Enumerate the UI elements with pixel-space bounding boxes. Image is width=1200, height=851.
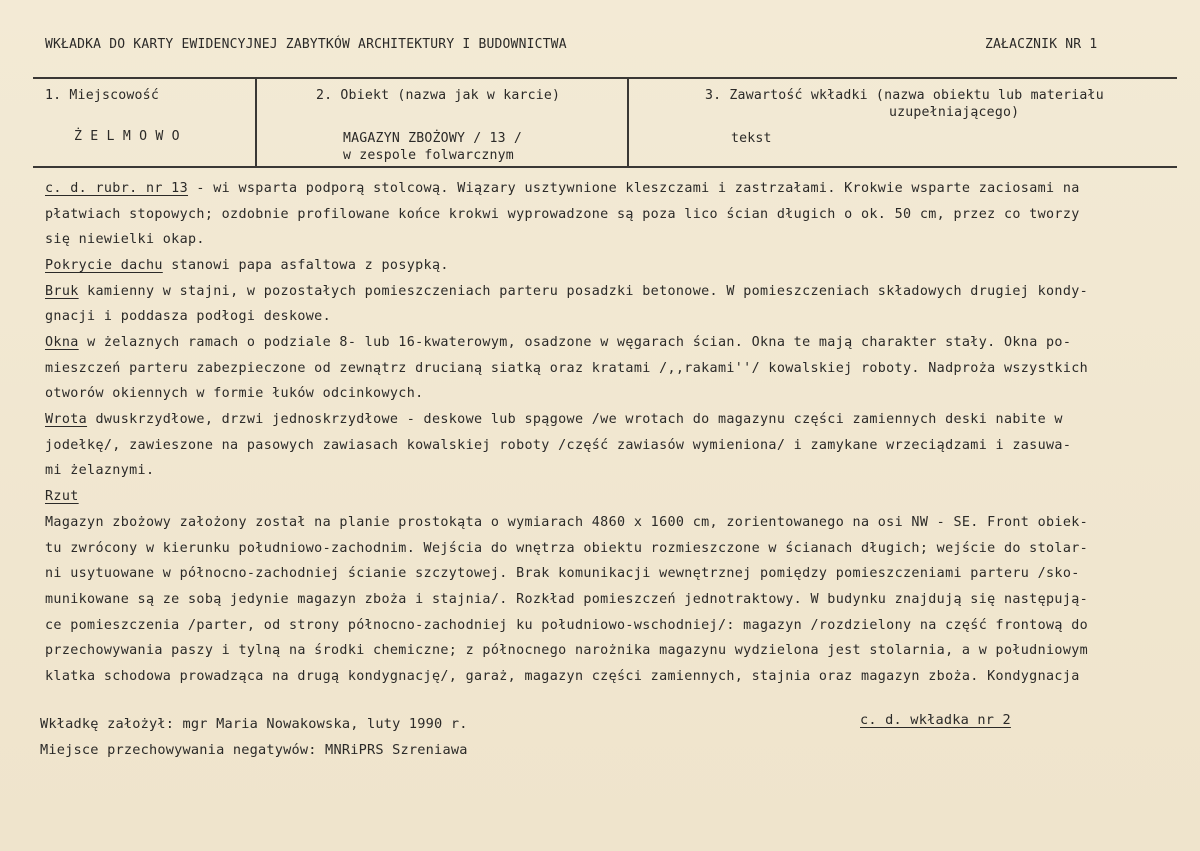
- body-text: stanowi papa asfaltowa z posypką.: [162, 258, 449, 273]
- negatives-storage-line: Miejsce przechowywania negatywów: MNRiPRS Szreniawa: [40, 742, 468, 758]
- section-heading-gates: Wrota: [45, 412, 88, 427]
- body-line-19: przechowywania paszy i tylną na środki chemiczne; z północnego narożnika magazynu wydzielona jest stolarnia, a w południowym: [45, 643, 1089, 658]
- body-line-11: jodełkę/, zawieszone na pasowych zawiasach kowalskiej roboty /część zawiasów wymieniona/ i zamykane wrzeciądzami i zasuwa-: [45, 438, 1072, 453]
- locality-value: Ż E L M O W O: [74, 129, 180, 144]
- body-line-10: [45, 412, 1063, 427]
- body-line-17: munikowane są ze sobą jedynie magazyn zboża i stajnia/. Rozkład pomieszczeń jednotraktowy. W budynku znajdują się następują-: [45, 592, 1089, 607]
- object-label: 2. Obiekt (nazwa jak w karcie): [316, 88, 561, 103]
- contents-label-line2: uzupełniającego): [889, 105, 1020, 120]
- annex-label: ZAŁACZNIK NR 1: [985, 37, 1098, 52]
- box-bottom-rule: [33, 166, 1177, 168]
- box-divider-1: [255, 78, 257, 166]
- body-line-2: płatwiach stopowych; ozdobnie profilowane końce krokwi wyprowadzone są poza lico ścian długich o ok. 50 cm, przez co tworzy: [45, 207, 1080, 222]
- body-text: w żelaznych ramach o podziale 8- lub 16-kwaterowym, osadzone w węgarach ścian. Okna te mają charakter stały. Okna po-: [78, 335, 1072, 350]
- body-line-9: otworów okiennych w formie łuków odcinkowych.: [45, 386, 424, 401]
- body-text: - wi wsparta podporą stolcową. Wiązary usztywnione kleszczami i zastrzałami. Krokwie wsparte zaciosami na: [188, 181, 1080, 196]
- body-text: kamienny w stajni, w pozostałych pomieszczeniach parteru posadzki betonowe. W pomieszczeniach składowych drugiej kondy-: [78, 284, 1089, 299]
- section-heading-windows: Okna: [45, 335, 79, 350]
- body-line-18: ce pomieszczenia /parter, od strony północno-zachodniej ku południowo-wschodniej/: magazyn /rozdzielony na część frontową do: [45, 618, 1089, 633]
- contents-value: tekst: [731, 131, 772, 146]
- body-line-12: mi żelaznymi.: [45, 463, 155, 478]
- continued-reference: c. d. wkładka nr 2: [860, 712, 1011, 728]
- section-heading-paving: Bruk: [45, 284, 79, 299]
- rubric-reference: c. d. rubr. nr 13: [45, 181, 189, 196]
- box-divider-2: [627, 78, 629, 166]
- body-line-16: ni usytuowane w północno-zachodniej ścianie szczytowej. Brak komunikacji wewnętrznej pomiędzy pomieszczeniami parteru /sko-: [45, 566, 1080, 581]
- body-text: dwuskrzydłowe, drzwi jednoskrzydłowe - deskowe lub spągowe /we wrotach do magazynu części zamiennych deski nabite w: [87, 412, 1063, 427]
- object-value-line1: MAGAZYN ZBOŻOWY / 13 /: [343, 131, 523, 146]
- locality-label: 1. Miejscowość: [45, 88, 159, 103]
- body-line-8: mieszczeń parteru zabezpieczone od zewnątrz drucianą siatką oraz kratami /,,rakami''/ kowalskiej roboty. Nadproża wszystkich: [45, 361, 1089, 376]
- body-line-5: [45, 284, 1088, 299]
- body-line-14: Magazyn zbożowy założony został na planie prostokąta o wymiarach 4860 x 1600 cm, zorientowanego na osi NW - SE. Front obiek-: [45, 515, 1089, 530]
- document-title: WKŁADKA DO KARTY EWIDENCYJNEJ ZABYTKÓW ARCHITEKTURY I BUDOWNICTWA: [45, 37, 567, 52]
- contents-label-line1: 3. Zawartość wkładki (nazwa obiektu lub materiału: [705, 88, 1104, 103]
- section-heading-plan: Rzut: [45, 489, 79, 504]
- body-line-4: [45, 258, 449, 273]
- body-line-20: klatka schodowa prowadząca na drugą kondygnację/, garaż, magazyn części zamiennych, stajnia oraz magazyn zboża. Kondygnacja: [45, 669, 1080, 684]
- section-heading-roofing: Pokrycie dachu: [45, 258, 163, 273]
- body-line-13: [45, 489, 79, 504]
- box-top-rule: [33, 77, 1177, 79]
- body-line-7: [45, 335, 1071, 350]
- body-line-15: tu zwrócony w kierunku południowo-zachodnim. Wejścia do wnętrza obiektu rozmieszczone w ścianach długich; wejście do stolar-: [45, 541, 1089, 556]
- body-line-1: [45, 181, 1080, 196]
- object-value-line2: w zespole folwarcznym: [343, 148, 514, 163]
- author-line: Wkładkę założył: mgr Maria Nowakowska, luty 1990 r.: [40, 716, 468, 732]
- body-line-3: się niewielki okap.: [45, 232, 205, 247]
- body-line-6: gnacji i poddasza podłogi deskowe.: [45, 309, 332, 324]
